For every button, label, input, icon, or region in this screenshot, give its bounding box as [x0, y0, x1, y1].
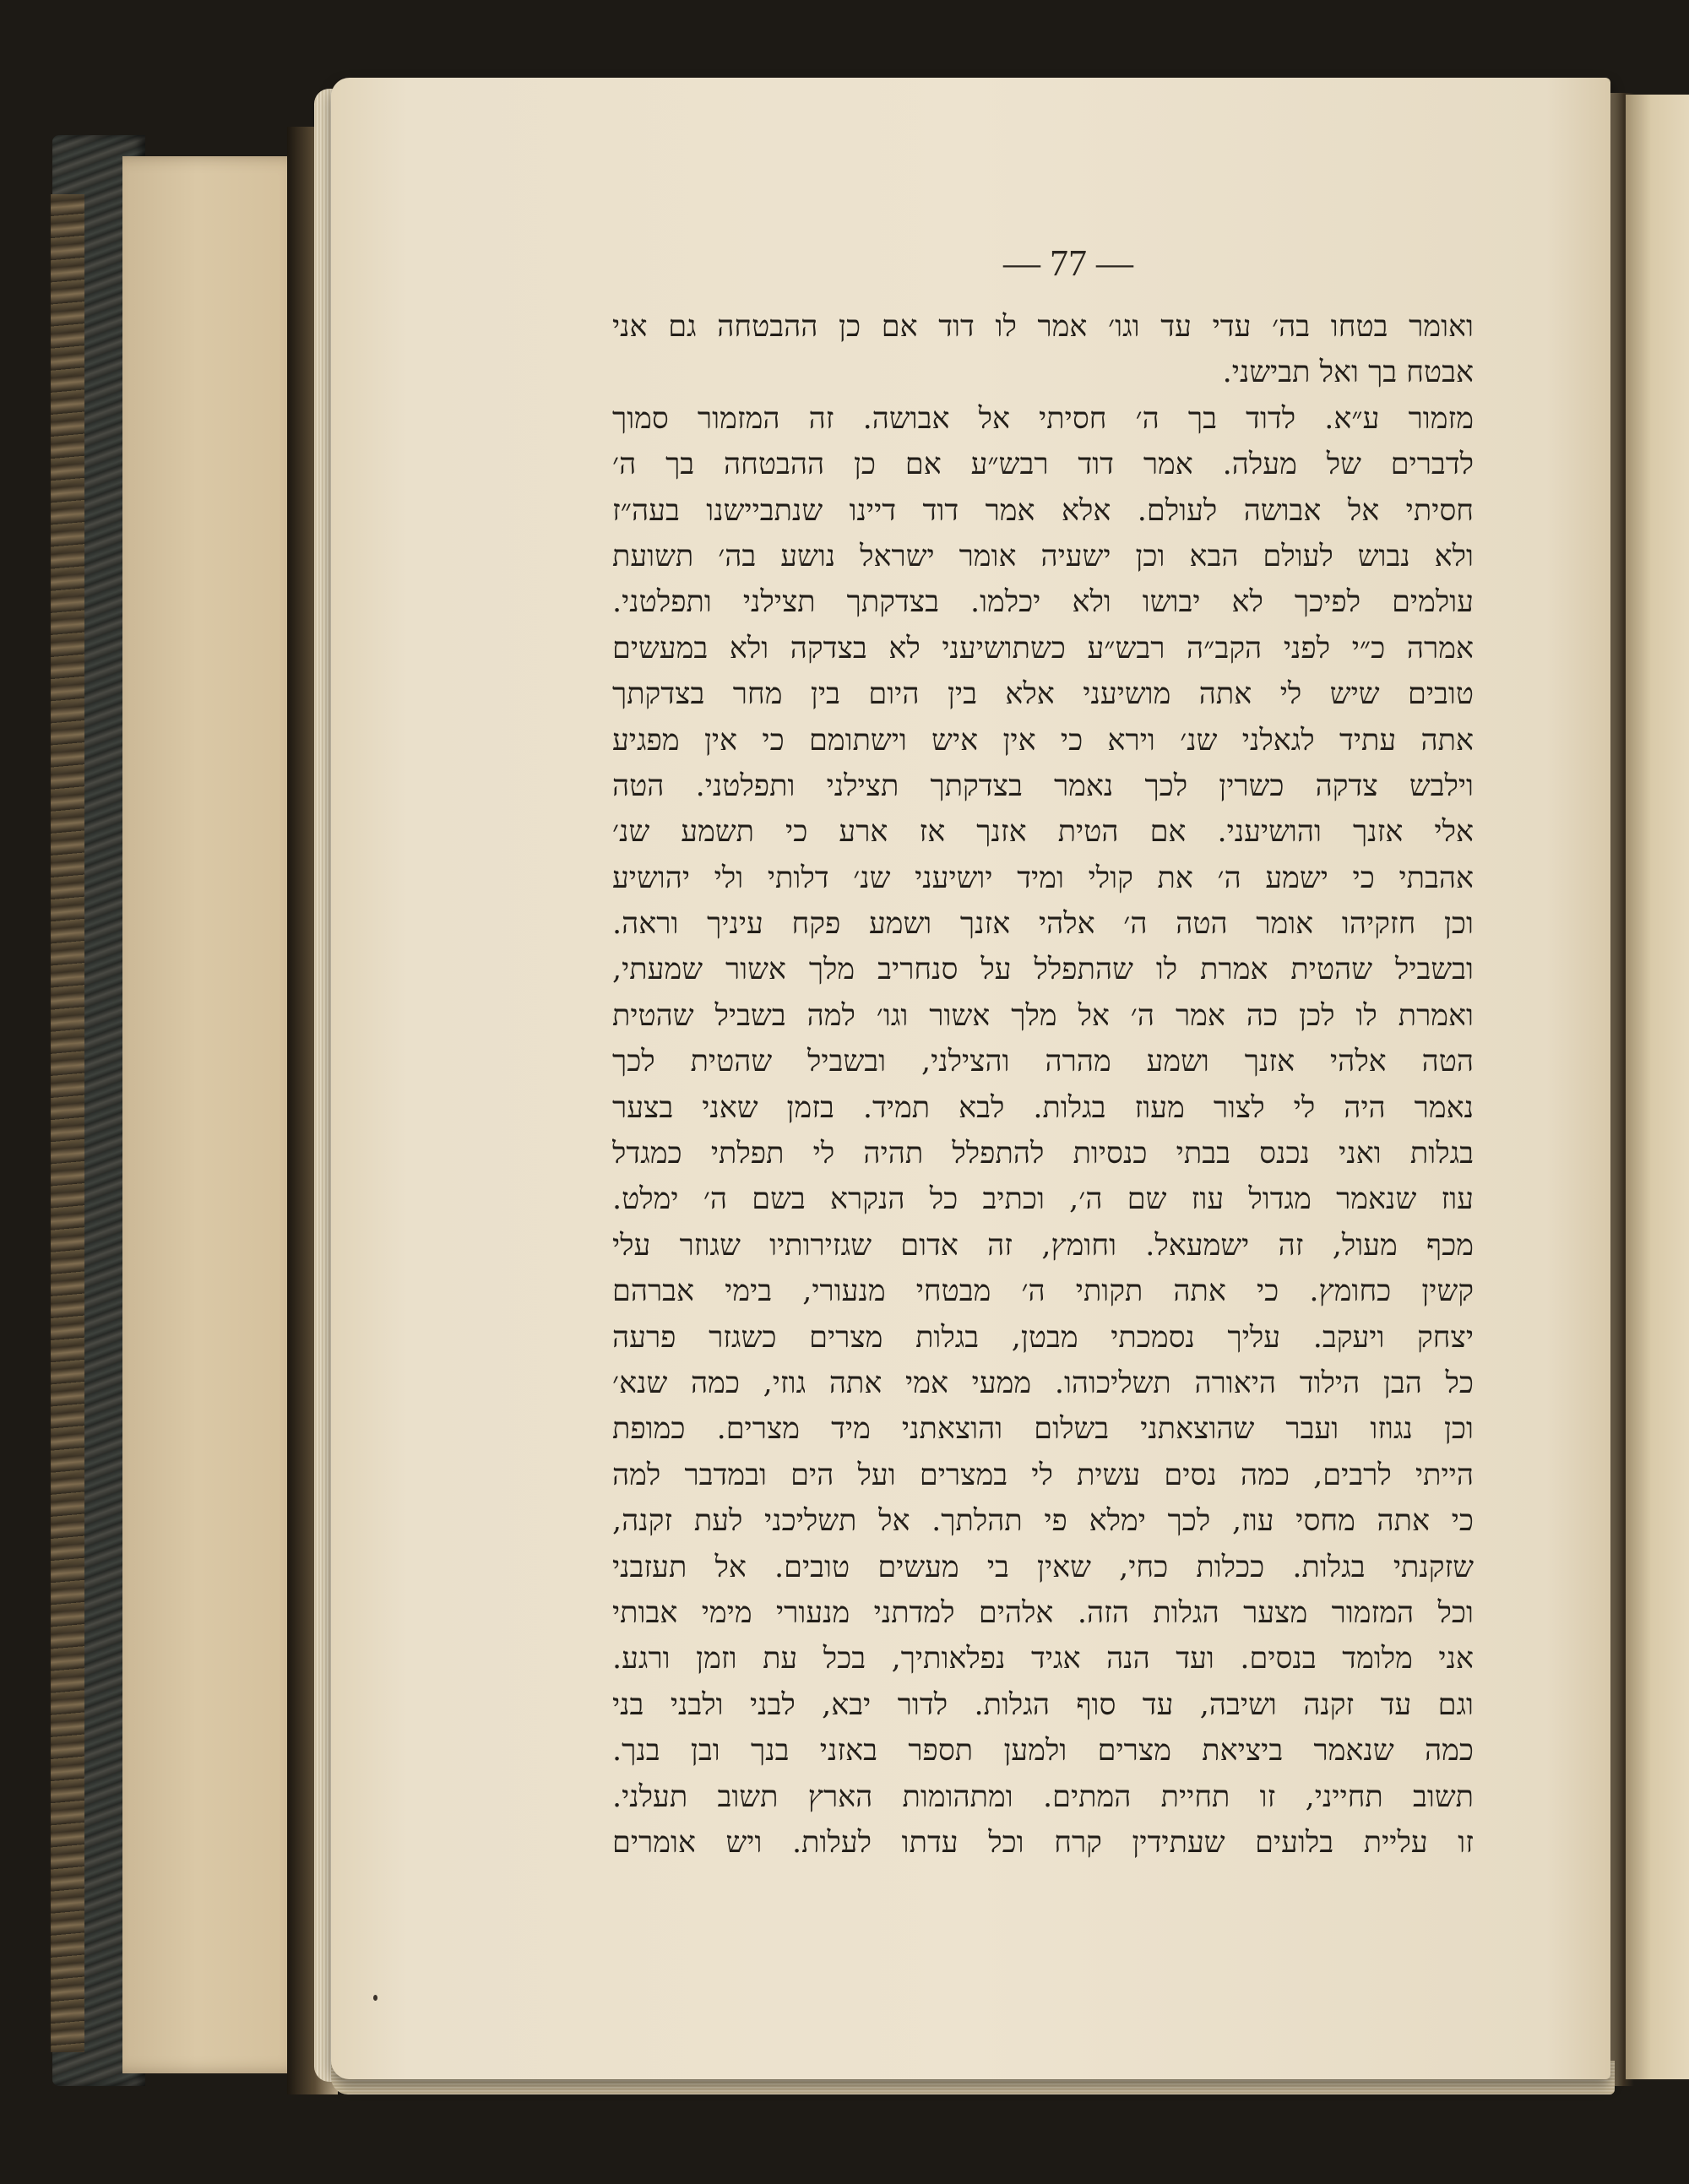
facing-page-edge: [1626, 95, 1689, 2079]
text-line: טובים שיש לי אתה מושיעני אלא בין היום בין מחר בצדקתך: [612, 677, 1474, 712]
text-line: קשין כחומץ. כי אתה תקותי ה׳ מבטחי מנעורי, בימי אברהם: [612, 1274, 1474, 1309]
text-line: אתה עתיד לגאלני שנ׳ וירא כי אין איש וישתומם כי אין מפגיע: [612, 723, 1474, 758]
text-line: הטה אלהי אזנך ושמע מהרה והצילני, ובשביל שהטית לכך: [612, 1045, 1474, 1079]
text-line: הייתי לרבים, כמה נסים עשית לי במצרים ועל הים ובמדבר למה: [612, 1458, 1474, 1492]
text-line: כל הבן הילוד היאורה תשליכוהו. ממעי אמי אתה גוזי, כמה שנא׳: [612, 1366, 1474, 1400]
text-line: נאמר היה לי לצור מעוז בגלות. לבא תמיד. בזמן שאני בצער: [612, 1090, 1474, 1125]
text-line: יצחק ויעקב. עליך נסמכתי מבטן, בגלות מצרים כשגזר פרעה: [612, 1320, 1474, 1355]
text-line: כי אתה מחסי עוז, לכך ימלא פי תהלתך. אל תשליכני לעת זקנה,: [612, 1504, 1474, 1539]
cover-binding-edge: [51, 194, 84, 2052]
text-line: עולמים לפיכך לא יבושו ולא יכלמו. בצדקתך תצילני ותפלטני.: [612, 585, 1474, 620]
text-line: וגם עד זקנה ושיבה, עד סוף הגלות. לדור יבא, לבני ולבני בני: [612, 1687, 1474, 1722]
text-line: כמה שנאמר ביציאת מצרים ולמען תספר באזני בנך ובן בנך.: [612, 1734, 1474, 1768]
page-number: — 77 —: [1003, 242, 1133, 284]
text-line: אלי אזנך והושיעני. אם הטית אזנך אז ארע כי תשמע שנ׳: [612, 815, 1474, 850]
text-line: חסיתי אל אבושה לעולם. אלא אמר דוד דיינו שנתביישנו בעה״ז: [612, 493, 1474, 528]
text-line: זו עליית בלועים שעתידין קרח וכל עדתו לעלות. ויש אומרים: [612, 1825, 1474, 1860]
text-line: בגלות ואני נכנס בבתי כנסיות להתפלל תהיה לי תפלתי כמגדל: [612, 1137, 1474, 1171]
endpaper: [122, 156, 308, 2073]
text-line: מזמור ע״א. לדוד בך ה׳ חסיתי אל אבושה. זה המזמור סמוך: [612, 401, 1474, 436]
text-line: תשוב תחייני, זו תחיית המתים. ומתהומות הארץ תשוב תעלני.: [612, 1779, 1474, 1814]
text-line: וכן חזקיהו אומר הטה ה׳ אלהי אזנך ושמע פקח עיניך וראה.: [612, 907, 1474, 942]
text-line: וכן נגוזו ועבר שהוצאתני בשלום והוצאתני מיד מצרים. כמופת: [612, 1412, 1474, 1447]
text-line: ואמרת לו לכן כה אמר ה׳ אל מלך אשור וגו׳ למה בשביל שהטית: [612, 998, 1474, 1033]
text-line: ולא נבוש לעולם הבא וכן ישעיה אומר ישראל נושע בה׳ תשועת: [612, 539, 1474, 573]
text-line: ובשביל שהטית אמרת לו שהתפלל על סנחריב מלך אשור שמעתי,: [612, 953, 1474, 987]
text-line: אהבתי כי ישמע ה׳ את קולי ומיד יושיעני שנ׳ דלותי ולי יהושיע: [612, 861, 1474, 895]
text-line: אמרה כ״י לפני הקב״ה רבש״ע כשתושיעני לא בצדקה ולא במעשים: [612, 631, 1474, 666]
text-line: אבטח בך ואל תבישני.: [1222, 356, 1474, 390]
text-line: וילבש צדקה כשרין לכך נאמר בצדקתך תצילני ותפלטני. הטה: [612, 769, 1474, 803]
paper-speck: [373, 1995, 377, 2001]
text-line: עוז שנאמר מגדול עוז שם ה׳, וכתיב כל הנקרא בשם ה׳ ימלט.: [612, 1182, 1474, 1217]
text-line: לדברים של מעלה. אמר דוד רבש״ע אם כן ההבטחה בך ה׳: [612, 448, 1474, 482]
text-block: [612, 304, 1474, 1866]
text-line: שזקנתי בגלות. ככלות כחי, שאין בי מעשים טובים. אל תעזבני: [612, 1550, 1474, 1584]
text-line: וכל המזמור מצער הגלות הזה. אלהים למדתני מנעורי מימי אבותי: [612, 1595, 1474, 1630]
text-line: אני מלומד בנסים. ועד הנה אגיד נפלאותיך, בכל עת וזמן ורגע.: [612, 1642, 1474, 1676]
text-line: ואומר בטחו בה׳ עדי עד וגו׳ אמר לו דוד אם כן ההבטחה גם אני: [612, 310, 1474, 344]
text-line: מכף מעול, זה ישמעאל. וחומץ, זה אדום שגזירותיו שגוזר עלי: [612, 1228, 1474, 1263]
